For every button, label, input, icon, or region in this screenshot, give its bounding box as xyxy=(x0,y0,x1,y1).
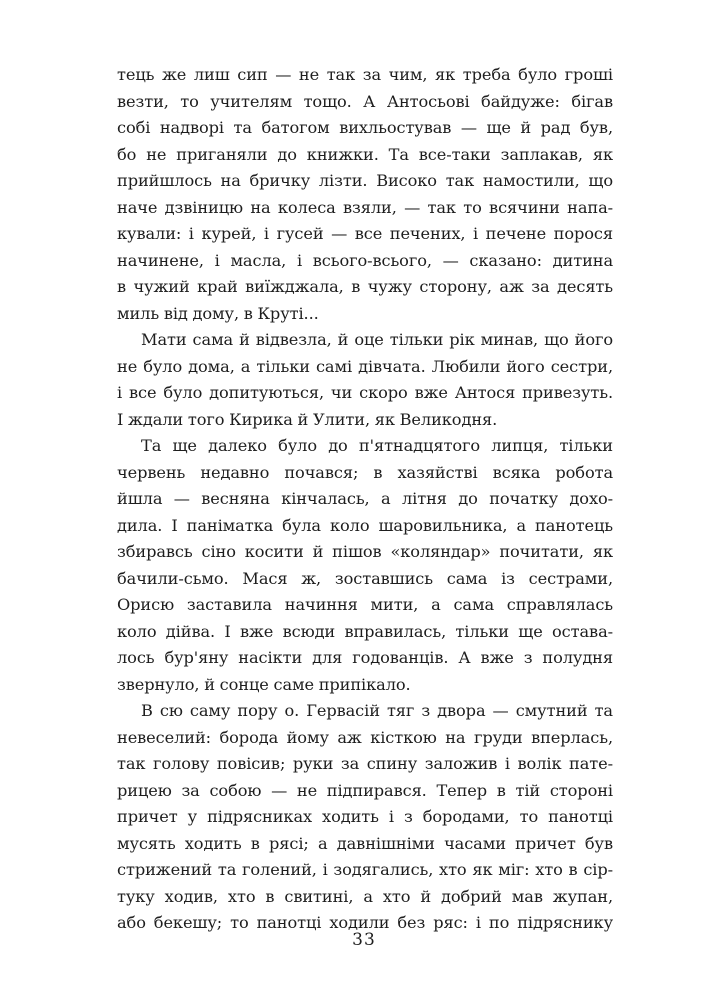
text-line: не було дома, а тільки самі дівчата. Любили його сестри, xyxy=(117,356,613,376)
text-line: бо не приганяли до книжки. Та все-таки заплакав, як xyxy=(117,144,613,164)
text-line: бачили-сьмо. Мася ж, зоставшись сама із сестрами, xyxy=(117,568,613,588)
text-line: збиравсь сіно косити й пішов «коляндар» почитати, як xyxy=(117,542,613,561)
text-line: наче дзвіницю на колеса взяли, — так то всячини напа- xyxy=(117,197,613,217)
text-line: В сю саму пору о. Гервасій тяг з двора — смутний та xyxy=(141,701,613,720)
text-line: Мати сама й відвезла, й оце тільки рік минав, що його xyxy=(141,330,613,349)
paragraph xyxy=(117,62,613,327)
text-line: туку ходив, хто в свитині, а хто й добрий мав жупан, xyxy=(117,886,613,906)
page-number: 33 xyxy=(352,930,376,950)
paragraph xyxy=(117,327,613,433)
text-line: миль від дому, в Круті... xyxy=(117,303,319,323)
text-line: собі надворі та батогом вихльостував — ще й рад був, xyxy=(117,118,613,137)
text-line: стрижений та голений, і зодягались, хто як міг: хто в сір- xyxy=(117,860,613,879)
text-line: рицею за собою — не підпирався. Тепер в тій стороні xyxy=(117,780,613,800)
text-line: тець же лиш сип — не так за чим, як треба було гроші xyxy=(117,65,613,84)
text-line: дила. І паніматка була коло шаровильника, а панотець xyxy=(117,515,613,535)
text-line: причет у підрясниках ходить і з бородами, то панотці xyxy=(117,807,613,826)
text-line: так голову повісив; руки за спину заложив і волік пате- xyxy=(117,754,613,773)
text-line: коло дійва. І вже всюди вправилась, тільки ще оставa- xyxy=(117,621,613,641)
text-line: лось бур'яну насікти для годованців. А вже з полудня xyxy=(117,648,613,667)
text-line: червень недавно почався; в хазяйстві всяка робота xyxy=(117,462,613,482)
text-line: прийшлось на бричку лізти. Високо так намостили, що xyxy=(117,171,613,190)
page-text xyxy=(117,62,613,937)
text-line: йшла — весняна кінчалась, а літня до початку дохо- xyxy=(117,489,613,508)
text-line: звернуло, й сонце саме припікало. xyxy=(117,674,411,694)
text-line: кували: і курей, і гусей — все печених, і печене порося xyxy=(117,224,613,243)
paragraph xyxy=(117,433,613,698)
text-line: везти, то учителям тощо. А Антосьові байдуже: бігав xyxy=(117,91,613,111)
text-line: Орисю заставила начиння мити, а сама справлялась xyxy=(117,595,613,614)
text-line: І ждали того Кирика й Улити, як Великодня. xyxy=(117,409,498,429)
text-line: Та ще далеко було до п'ятнадцятого липця, тільки xyxy=(141,436,613,455)
paragraph xyxy=(117,698,613,937)
text-line: мусять ходить в рясі; а давнішніми часами причет був xyxy=(117,833,613,853)
text-line: в чужий край виїжджала, в чужу сторону, аж за десять xyxy=(117,277,613,296)
text-line: або бекешу; то панотці ходили без ряс: і по підряснику xyxy=(117,913,613,932)
text-line: невеселий: борода йому аж кісткою на груди вперлась, xyxy=(117,727,613,747)
text-line: і все було допитуються, чи скоро вже Антося привезуть. xyxy=(117,383,613,402)
text-line: начинене, і масла, і всього-всього, — сказано: дитина xyxy=(117,250,613,270)
